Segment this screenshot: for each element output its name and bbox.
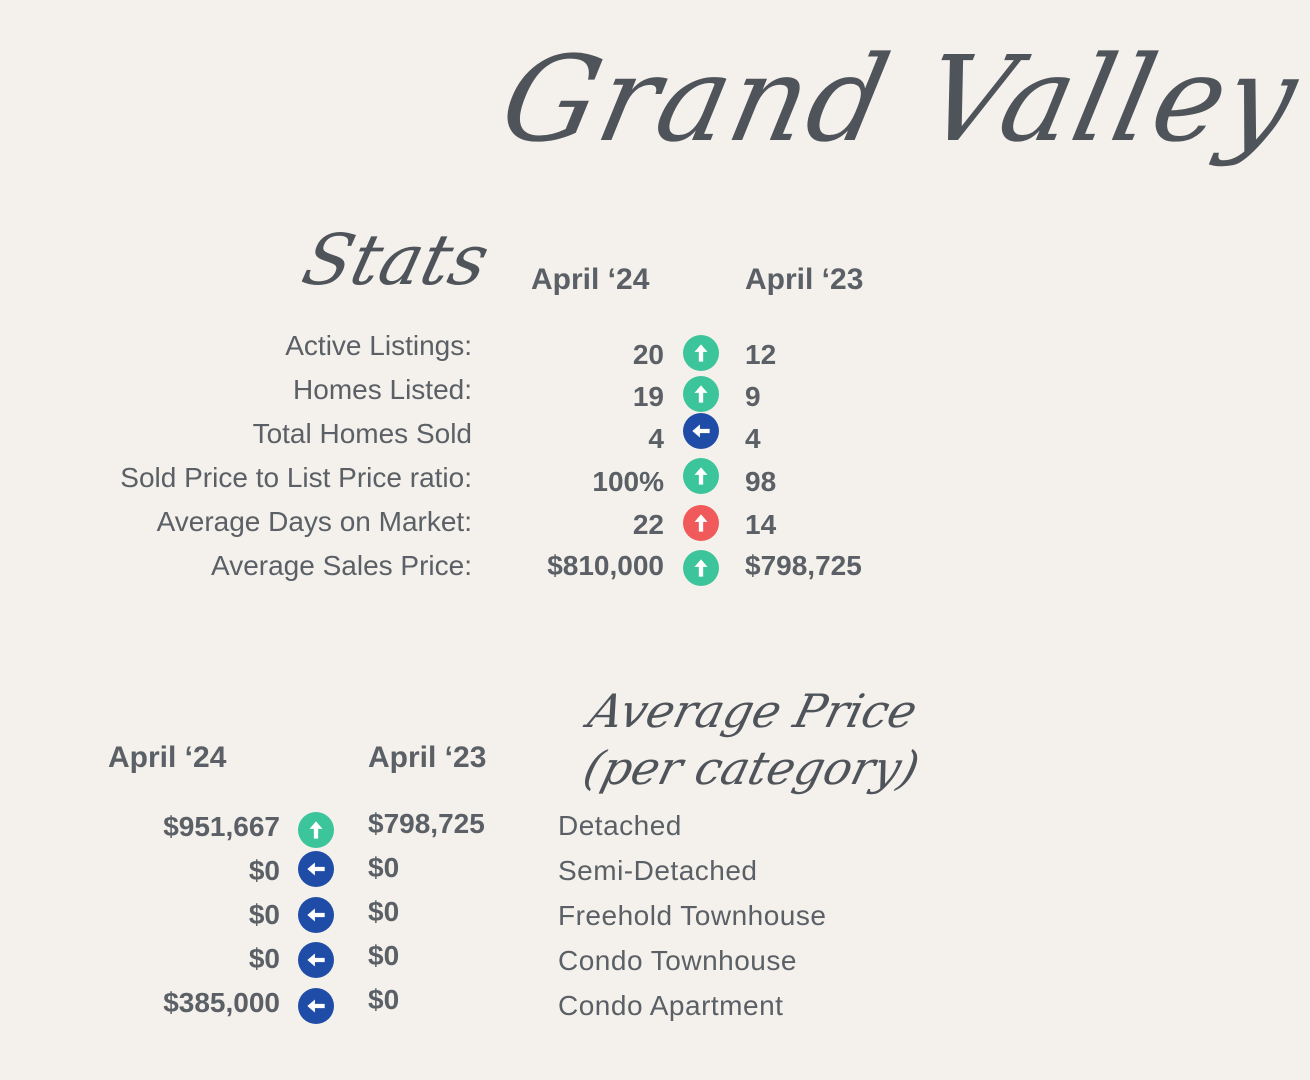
category-label: Semi-Detached: [558, 855, 758, 886]
trend-up-bad-icon: [683, 505, 719, 541]
stats-col-previous: April ‘23: [745, 263, 864, 296]
stats-label: Homes Listed:: [293, 374, 472, 405]
stats-current-value: 4: [648, 423, 664, 454]
trend-same-icon: [298, 897, 334, 933]
trend-same-icon: [298, 942, 334, 978]
trend-same-icon: [683, 413, 719, 449]
stats-current-value: 19: [632, 381, 664, 412]
stats-label: Active Listings:: [285, 330, 472, 361]
category-current-value: $0: [248, 855, 280, 886]
stats-previous-value: 4: [745, 423, 761, 454]
stats-current-value: $810,000: [547, 550, 664, 581]
stats-previous-value: $798,725: [745, 550, 862, 581]
trend-up-icon: [683, 550, 719, 586]
category-label: Detached: [558, 810, 682, 841]
category-current-value: $951,667: [163, 811, 280, 842]
trend-up-icon: [683, 458, 719, 494]
stats-label: Total Homes Sold: [252, 418, 472, 449]
average-price-subheading: (per category): [578, 741, 925, 795]
stats-previous-value: 98: [745, 466, 777, 497]
trend-same-icon: [298, 988, 334, 1024]
average-price-heading: Average Price: [583, 684, 923, 738]
stats-label: Sold Price to List Price ratio:: [120, 462, 472, 493]
stats-label: Average Days on Market:: [156, 506, 472, 537]
trend-up-icon: [298, 812, 334, 848]
stats-current-value: 20: [632, 339, 664, 370]
category-label: Condo Townhouse: [558, 945, 797, 976]
stats-previous-value: 9: [745, 381, 761, 412]
category-previous-value: $0: [368, 984, 400, 1015]
stats-current-value: 22: [632, 509, 664, 540]
stats-heading: Stats: [294, 219, 498, 301]
page-title: Grand Valley: [490, 30, 1310, 168]
category-label: Condo Apartment: [558, 990, 784, 1021]
category-current-value: $385,000: [163, 987, 280, 1018]
stats-previous-value: 14: [745, 509, 777, 540]
category-previous-value: $0: [368, 896, 400, 927]
trend-same-icon: [298, 851, 334, 887]
category-previous-value: $0: [368, 852, 400, 883]
trend-up-icon: [683, 335, 719, 371]
category-previous-value: $0: [368, 940, 400, 971]
category-col-current: April ‘24: [108, 741, 227, 774]
stats-current-value: 100%: [592, 466, 664, 497]
stats-col-current: April ‘24: [531, 263, 650, 296]
category-current-value: $0: [248, 899, 280, 930]
category-label: Freehold Townhouse: [558, 900, 827, 931]
category-current-value: $0: [248, 943, 280, 974]
category-col-previous: April ‘23: [368, 741, 487, 774]
stats-label: Average Sales Price:: [211, 550, 472, 581]
category-previous-value: $798,725: [368, 808, 485, 839]
stats-previous-value: 12: [745, 339, 777, 370]
trend-up-icon: [683, 376, 719, 412]
